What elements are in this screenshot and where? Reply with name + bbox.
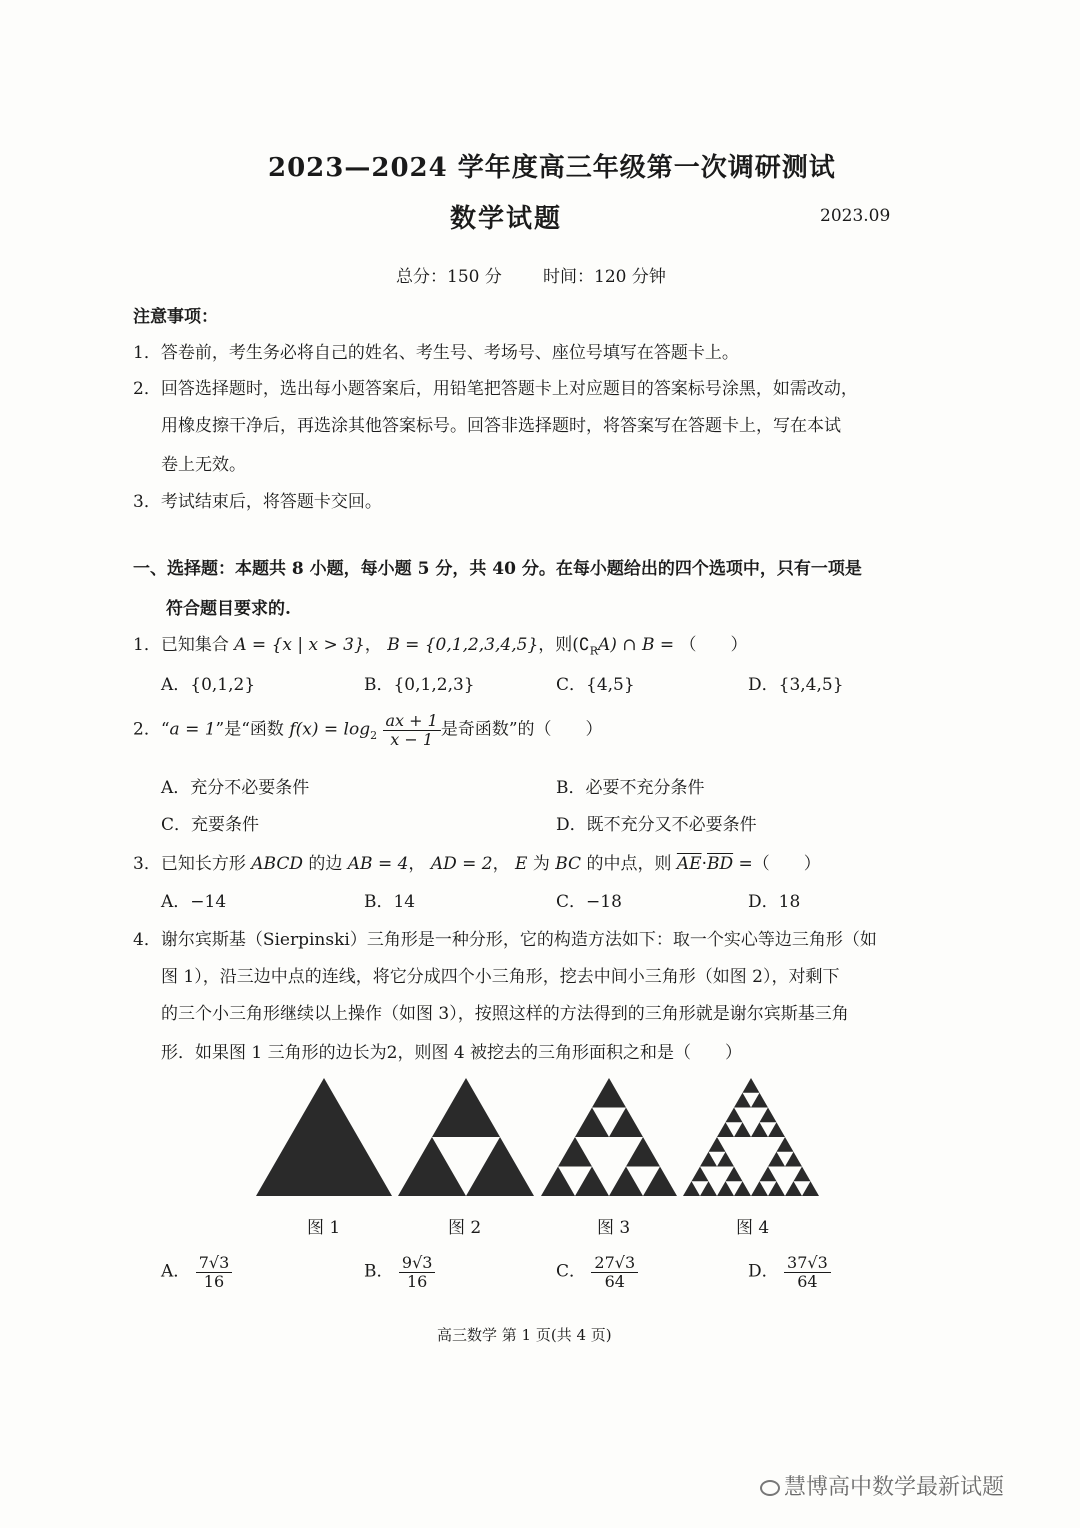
option: B．{0,1,2,3} xyxy=(364,675,475,695)
option-letter: D． xyxy=(748,1261,779,1282)
option xyxy=(556,1254,638,1290)
question-4-line: 形．如果图 1 三角形的边长为2，则图 4 被挖去的三角形面积之和是（ ） xyxy=(161,1043,743,1063)
notice-item: 3．考试结束后，将答题卡交回。 xyxy=(133,492,382,512)
option: C．{4,5} xyxy=(556,675,635,695)
question-4-line: 的三个小三角形继续以上操作（如图 3），按照这样的方法得到的三角形就是谢尔宾斯基三角 xyxy=(161,1004,849,1024)
question-text: 的边 xyxy=(308,854,343,874)
option: D．既不充分又不必要条件 xyxy=(556,815,757,835)
notice-item: 卷上无效。 xyxy=(161,455,246,475)
option-letter: B． xyxy=(364,1261,394,1282)
total-score: 总分：150 分 xyxy=(396,267,502,287)
question-4-line: 4．谢尔宾斯基（Sierpinski）三角形是一种分形，它的构造方法如下：取一个实心等边三角形（如 xyxy=(133,930,877,950)
question-3: 3．已知长方形 ABCD 的边 AB = 4， AD = 2， E 为 BC 的中点，则 $\overline{AE}\cdot\overline{BD}$ =（ ） xyxy=(133,854,821,874)
fraction-denominator: 64 xyxy=(604,1271,625,1291)
notice-item: 用橡皮擦干净后，再选涂其他答案标号。回答非选择题时，将答案写在答题卡上，写在本试 xyxy=(161,416,841,436)
watermark-text: 慧博高中数学最新试题 xyxy=(784,1475,1005,1500)
math-subscript: 2 xyxy=(370,728,378,742)
option: A．充分不必要条件 xyxy=(161,778,310,798)
question-2 xyxy=(133,712,603,748)
fraction-numerator: 9√3 xyxy=(399,1254,436,1273)
figure-label-1: 图 1 xyxy=(307,1218,341,1238)
option xyxy=(748,1254,831,1290)
vector-bd: $\overline{BD}$ xyxy=(706,854,734,874)
math-expression: E xyxy=(515,854,528,874)
math-expression: a = 1 xyxy=(169,719,216,740)
question-text: 已知长方形 xyxy=(160,854,246,874)
option: A．−14 xyxy=(161,892,227,912)
section-heading: 一、选择题：本题共 8 小题，每小题 5 分，共 40 分。在每小题给出的四个选项中，只有一项是 xyxy=(133,559,862,579)
figure-label-2: 图 2 xyxy=(448,1218,482,1238)
wechat-icon xyxy=(760,1480,780,1496)
math-fraction xyxy=(383,712,441,748)
option: C．充要条件 xyxy=(161,815,260,835)
question-number: 3． xyxy=(133,854,161,874)
option: C．−18 xyxy=(556,892,622,912)
sierpinski-figures xyxy=(0,1078,1080,1208)
math-expression: f(x) = log xyxy=(289,719,371,740)
fraction-denominator: 16 xyxy=(407,1271,428,1291)
question-text: 已知集合 xyxy=(160,635,229,655)
math-expression: B = {0,1,2,3,4,5} xyxy=(387,635,539,655)
exam-title: 2023—2024 学年度高三年级第一次调研测试 xyxy=(268,153,836,183)
question-number: 2． xyxy=(133,719,161,740)
fraction-numerator: 27√3 xyxy=(591,1254,638,1273)
option xyxy=(364,1254,435,1290)
option-fraction xyxy=(196,1254,233,1290)
answer-paren: （ ） xyxy=(679,635,748,655)
sierpinski-triangle xyxy=(256,1078,392,1196)
option: B．14 xyxy=(364,892,416,912)
option: B．必要不充分条件 xyxy=(556,778,705,798)
question-text: 的中点，则 xyxy=(586,854,672,874)
fraction-denominator: 64 xyxy=(797,1271,818,1291)
page-footer: 高三数学 第 1 页(共 4 页) xyxy=(437,1326,612,1344)
math-expression: AD = 2 xyxy=(430,854,493,874)
figure-label-3: 图 3 xyxy=(597,1218,631,1238)
option-fraction xyxy=(399,1254,436,1290)
question-text: 是奇函数”的（ ） xyxy=(440,719,603,740)
math-expression: A) ∩ B = xyxy=(598,635,675,655)
question-text: ”是“函数 xyxy=(215,719,284,740)
exam-time: 时间：120 分钟 xyxy=(543,267,666,287)
question-number: 1． xyxy=(133,635,161,655)
notice-item: 2．回答选择题时，选出每小题答案后，用铅笔把答题卡上对应题目的答案标号涂黑，如需改动， xyxy=(133,379,858,399)
fraction-numerator: ax + 1 xyxy=(383,712,441,731)
option xyxy=(161,1254,232,1290)
question-1: 1．已知集合 A = {x | x > 3}， B = {0,1,2,3,4,5}，则$(∁_RA)$ ∩ B = （ ） xyxy=(133,635,748,658)
option: D．18 xyxy=(748,892,801,912)
math-expression: ABCD xyxy=(251,854,303,874)
figure-label-4: 图 4 xyxy=(736,1218,770,1238)
question-text: 为 xyxy=(532,854,550,874)
math-operator: · xyxy=(701,854,707,874)
math-subscript: R xyxy=(589,644,599,658)
question-text: =（ ） xyxy=(738,854,821,874)
watermark xyxy=(760,1470,1004,1501)
fraction-numerator: 37√3 xyxy=(784,1254,831,1273)
question-text: “ xyxy=(160,719,170,740)
question-text: ，则 xyxy=(538,635,573,655)
notice-item: 1．答卷前，考生务必将自己的姓名、考生号、考场号、座位号填写在答题卡上。 xyxy=(133,343,739,363)
option-letter: A． xyxy=(161,1261,191,1282)
math-expression: AB = 4 xyxy=(347,854,409,874)
option-fraction xyxy=(591,1254,638,1290)
question-4-line: 图 1），沿三边中点的连线，将它分成四个小三角形，挖去中间小三角形（如图 2），对剩下 xyxy=(161,967,840,987)
math-expression: (∁ xyxy=(572,635,590,655)
fraction-numerator: 7√3 xyxy=(196,1254,233,1273)
math-expression: A = {x | x > 3} xyxy=(234,635,365,655)
notice-heading: 注意事项： xyxy=(133,307,218,327)
option: D．{3,4,5} xyxy=(748,675,844,695)
option-fraction xyxy=(784,1254,831,1290)
fraction-denominator: x − 1 xyxy=(390,729,434,749)
exam-date: 2023.09 xyxy=(820,206,891,226)
option: A．{0,1,2} xyxy=(161,675,256,695)
subject-title: 数学试题 xyxy=(450,204,563,234)
vector-ae: $\overline{AE}$ xyxy=(676,854,702,874)
section-heading-cont: 符合题目要求的. xyxy=(166,599,291,619)
math-expression: BC xyxy=(555,854,582,874)
option-letter: C． xyxy=(556,1261,587,1282)
fraction-denominator: 16 xyxy=(203,1271,225,1291)
